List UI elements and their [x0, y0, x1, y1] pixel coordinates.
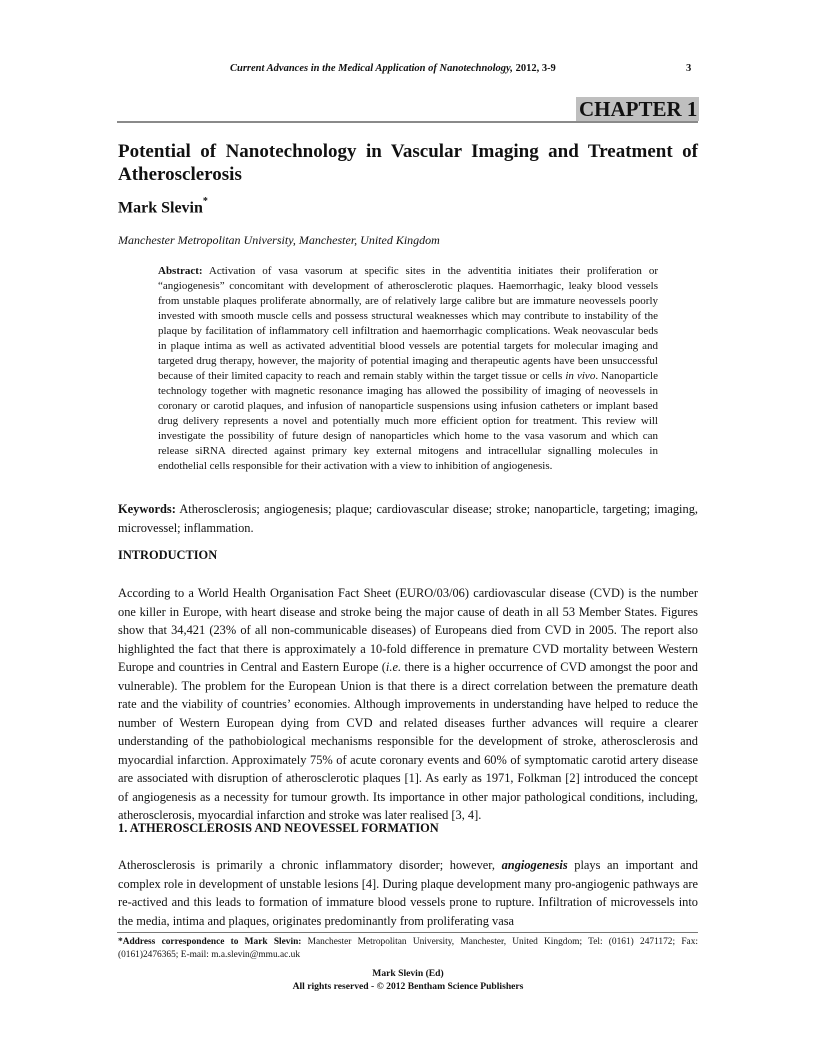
author-affiliation: Manchester Metropolitan University, Manchester, United Kingdom [118, 233, 440, 247]
journal-meta: 2012, 3-9 [512, 63, 556, 74]
abstract [158, 264, 658, 474]
author-name [118, 198, 208, 217]
keywords-text: Atherosclerosis; angiogenesis; plaque; cardiovascular disease; stroke; nanoparticle, targeting; imaging, microvessel; inflammation. [118, 502, 698, 535]
editor-credit: Mark Slevin (Ed) [372, 968, 444, 979]
page-number: 3 [686, 63, 692, 74]
abstract-italic: in vivo [565, 370, 596, 382]
footnote-label: *Address correspondence to Mark Slevin: [118, 937, 302, 947]
section-heading-introduction: INTRODUCTION [118, 548, 218, 562]
author-name-text: Mark Slevin [118, 199, 203, 217]
paragraph-italic: i.e. [385, 660, 402, 674]
footnote-marker[interactable]: * [202, 196, 208, 207]
section-heading-atherosclerosis: 1. ATHEROSCLEROSIS AND NEOVESSEL FORMATION [118, 821, 439, 835]
copyright-notice: All rights reserved - © 2012 Bentham Science Publishers [292, 981, 524, 992]
journal-title: Current Advances in the Medical Application of Nanotechnology, [230, 63, 513, 74]
abstract-text-2: . Nanoparticle technology together with magnetic resonance imaging has allowed the possibility of imaging of neovessels in coronary or carotid plaques, and infusion of nanoparticle suspensions using infusion catheters or implant based drug delivery represents a novel and potentially much more efficient option for treatment. This review will investigate the possibility of future design of nanoparticles which home to the vasa vasorum and which can release siRNA directed against primary key external mitogens and intracellular signalling molecules in endothelial cells responsible for their activation with a view to inhibition of angiogenesis. [158, 370, 658, 472]
abstract-text-1: Activation of vasa vasorum at specific sites in the adventitia initiates their proliferation or “angiogenesis” concomitant with development of atherosclerotic plaques. Haemorrhagic, leaky blood vessels from unstable plaques proliferate abnormally, are of relatively large calibre but are immature neovessels poorly invested with smooth muscle cells and possess structural weaknesses which may contribute to instability of the plaque by facilitation of inflammatory cell infiltration and haemorrhagic complications. Weak neovascular beds in plaque intima as well as activated adventitial blood vessels are potential targets for molecular imaging and targeted drug therapy, however, the majority of potential imaging and therapeutic agents have been unsuccessful because of their limited capacity to reach and remain stably within the target tissue or cells [158, 265, 658, 382]
keywords [118, 500, 698, 537]
chapter-label: CHAPTER 1 [576, 97, 699, 121]
paragraph-text: plays an important and complex role in development of unstable lesions [4]. During plaque development many pro-angiogenic pathways are re-actived and this leads to formation of immature blood vessels prone to rupture. Infiltration of microvessels into the media, intima and plaques, originates predominantly from proliferating vasa [118, 858, 698, 928]
paragraph-text: there is a higher occurrence of CVD amongst the poor and vulnerable). The problem for the European Union is that there is a direct correlation between the premature death rate and the viability of countries’ economies. Although improvements in understanding have helped to reduce the number of Western European dying from CVD and related diseases further advances will require a clearer understanding of the pathobiological mechanisms responsible for the development of stroke, atherosclerosis and myocardial infarction. Approximately 75% of acute coronary events and 60% of symptomatic carotid artery disease are associated with disruption of atherosclerotic plaques [1]. As early as 1971, Folkman [2] introduced the concept of angiogenesis as a necessity for tumour growth. Its importance in other major pathological conditions, including, atherosclerosis, myocardial infarction and stroke was later realised [3, 4]. [118, 660, 698, 822]
paragraph-text: According to a World Health Organisation Fact Sheet (EURO/03/06) cardiovascular disease (CVD) is the number one killer in Europe, with heart disease and stroke being the major cause of death in all 53 Member States. Figures show that 34,421 (23% of all non-communicable diseases) of Europeans died from CVD in 2005. The report also highlighted the fact that there is approximately a 10-fold difference in premature CVD mortality between Western Europe and countries in Central and Eastern Europe ( [118, 586, 698, 674]
keywords-label: Keywords: [118, 502, 176, 516]
footnote-divider [117, 932, 698, 933]
abstract-label: Abstract: [158, 265, 203, 277]
running-head [230, 63, 700, 74]
introduction-paragraph [118, 584, 698, 825]
footnote-text: Manchester Metropolitan University, Manchester, United Kingdom; Tel: (0161) 2471172; Fax: (0161)2476365; E-mail: m.a.slevin@mmu.ac.uk [118, 937, 698, 960]
article-title: Potential of Nanotechnology in Vascular Imaging and Treatment of Atherosclerosis [118, 141, 698, 185]
paragraph-text: Atherosclerosis is primarily a chronic inflammatory disorder; however, [118, 858, 502, 872]
correspondence-footnote [118, 936, 698, 962]
atherosclerosis-paragraph [118, 856, 698, 930]
chapter-divider [117, 121, 698, 123]
paragraph-bold-italic: angiogenesis [501, 858, 568, 872]
